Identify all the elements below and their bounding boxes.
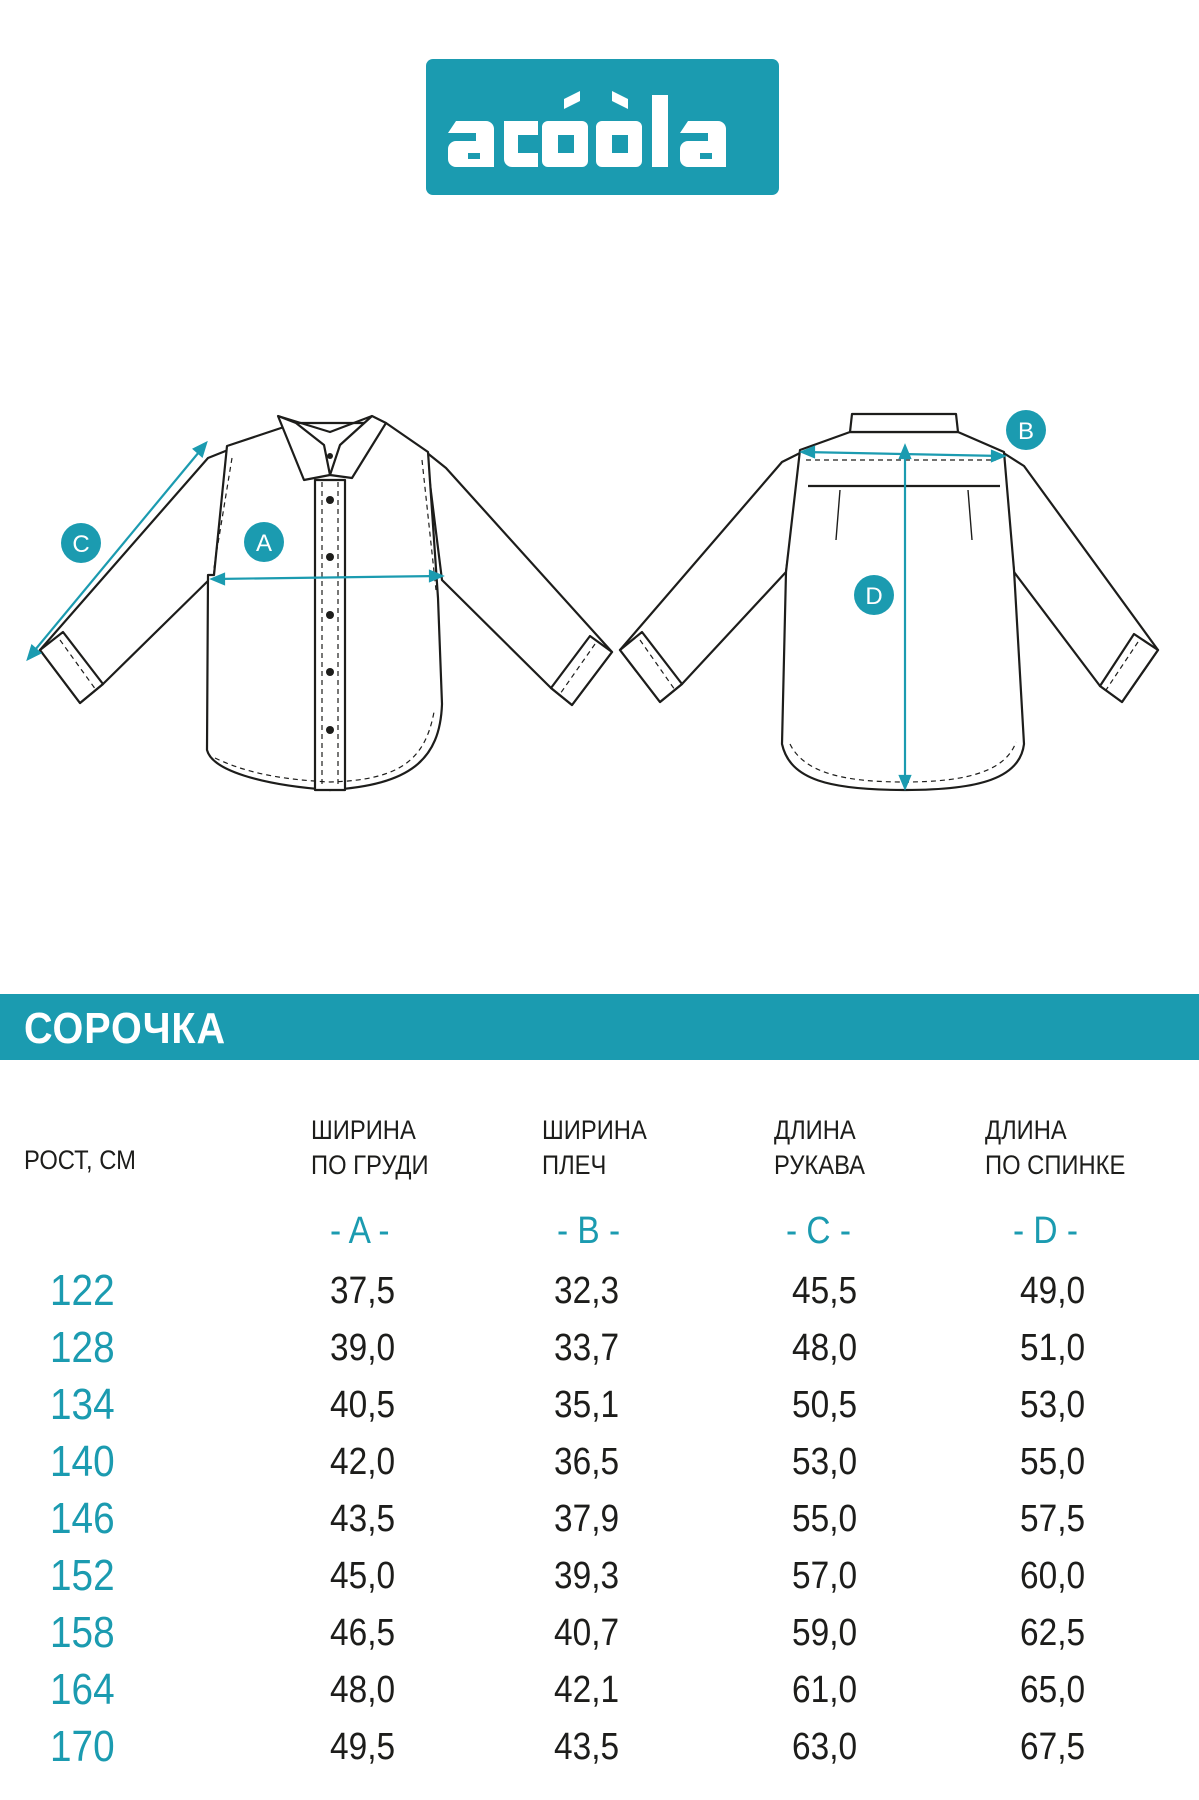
shirt-front-view <box>40 416 612 790</box>
height-cell: 128 <box>50 1323 115 1372</box>
chest-width-cell: 45,0 <box>330 1555 396 1597</box>
shoulder-width-cell: 33,7 <box>554 1327 620 1369</box>
sleeve-length-cell: 50,5 <box>792 1384 858 1426</box>
column-header-line2: ПО СПИНКЕ <box>985 1150 1126 1180</box>
chest-width-cell: 43,5 <box>330 1498 396 1540</box>
column-header-line1: ДЛИНА <box>985 1115 1067 1145</box>
shoulder-width-cell: 42,1 <box>554 1669 620 1711</box>
chest-width-cell: 46,5 <box>330 1612 396 1654</box>
sleeve-length-cell: 53,0 <box>792 1441 858 1483</box>
back-length-cell: 53,0 <box>1020 1384 1086 1426</box>
marker-c-label: C <box>72 531 90 558</box>
column-header-line1: ДЛИНА <box>774 1115 856 1145</box>
back-length-cell: 55,0 <box>1020 1441 1086 1483</box>
sleeve-length-cell: 45,5 <box>792 1270 858 1312</box>
height-cell: 164 <box>50 1665 115 1714</box>
table-row <box>0 1437 1199 1497</box>
shoulder-width-cell: 39,3 <box>554 1555 620 1597</box>
marker-d-label: D <box>865 583 883 610</box>
marker-a-label: A <box>255 530 273 557</box>
shoulder-width-cell: 32,3 <box>554 1270 620 1312</box>
shoulder-width-cell: 35,1 <box>554 1384 620 1426</box>
back-length-cell: 65,0 <box>1020 1669 1086 1711</box>
column-header-a <box>311 1113 429 1183</box>
column-code-b: - B - <box>557 1210 621 1252</box>
back-length-cell: 62,5 <box>1020 1612 1086 1654</box>
table-row <box>0 1608 1199 1668</box>
sleeve-length-cell: 63,0 <box>792 1726 858 1768</box>
sleeve-length-cell: 55,0 <box>792 1498 858 1540</box>
back-length-cell: 49,0 <box>1020 1270 1086 1312</box>
table-row <box>0 1551 1199 1611</box>
table-row <box>0 1722 1199 1782</box>
column-header-line2: ПЛЕЧ <box>542 1150 607 1180</box>
shoulder-width-cell: 40,7 <box>554 1612 620 1654</box>
column-code-a: - A - <box>330 1210 390 1252</box>
height-cell: 122 <box>50 1266 115 1315</box>
height-header: РОСТ, СМ <box>24 1145 136 1175</box>
height-cell: 158 <box>50 1608 115 1657</box>
column-code-c: - C - <box>786 1210 852 1252</box>
table-row <box>0 1323 1199 1383</box>
sleeve-length-cell: 48,0 <box>792 1327 858 1369</box>
back-length-cell: 57,5 <box>1020 1498 1086 1540</box>
chest-width-cell: 40,5 <box>330 1384 396 1426</box>
height-cell: 170 <box>50 1722 115 1771</box>
chest-width-cell: 39,0 <box>330 1327 396 1369</box>
sleeve-length-cell: 57,0 <box>792 1555 858 1597</box>
section-title: СОРОЧКА <box>24 1004 227 1053</box>
back-length-cell: 51,0 <box>1020 1327 1086 1369</box>
height-cell: 146 <box>50 1494 115 1543</box>
column-header-d <box>985 1113 1125 1183</box>
section-banner <box>0 994 1199 1060</box>
table-row <box>0 1266 1199 1326</box>
chest-width-cell: 37,5 <box>330 1270 396 1312</box>
back-length-cell: 67,5 <box>1020 1726 1086 1768</box>
column-header-b <box>542 1113 647 1183</box>
sleeve-length-cell: 61,0 <box>792 1669 858 1711</box>
chest-width-cell: 42,0 <box>330 1441 396 1483</box>
marker-b <box>1006 410 1046 450</box>
marker-c <box>61 523 101 563</box>
marker-b-label: B <box>1017 418 1035 445</box>
column-header-line1: ШИРИНА <box>311 1115 416 1145</box>
table-row <box>0 1494 1199 1554</box>
chest-width-cell: 49,5 <box>330 1726 396 1768</box>
shoulder-width-cell: 37,9 <box>554 1498 620 1540</box>
column-code-d: - D - <box>1013 1210 1079 1252</box>
sleeve-length-cell: 59,0 <box>792 1612 858 1654</box>
marker-d <box>854 575 894 615</box>
column-header-line1: ШИРИНА <box>542 1115 647 1145</box>
column-header-line2: ПО ГРУДИ <box>311 1150 429 1180</box>
shoulder-width-cell: 43,5 <box>554 1726 620 1768</box>
shoulder-width-cell: 36,5 <box>554 1441 620 1483</box>
marker-a <box>244 522 284 562</box>
height-cell: 134 <box>50 1380 115 1429</box>
table-row <box>0 1665 1199 1725</box>
column-header-line2: РУКАВА <box>774 1150 866 1180</box>
chest-width-cell: 48,0 <box>330 1669 396 1711</box>
back-length-cell: 60,0 <box>1020 1555 1086 1597</box>
height-cell: 152 <box>50 1551 115 1600</box>
height-cell: 140 <box>50 1437 115 1486</box>
column-header-c <box>774 1113 865 1183</box>
table-row <box>0 1380 1199 1440</box>
